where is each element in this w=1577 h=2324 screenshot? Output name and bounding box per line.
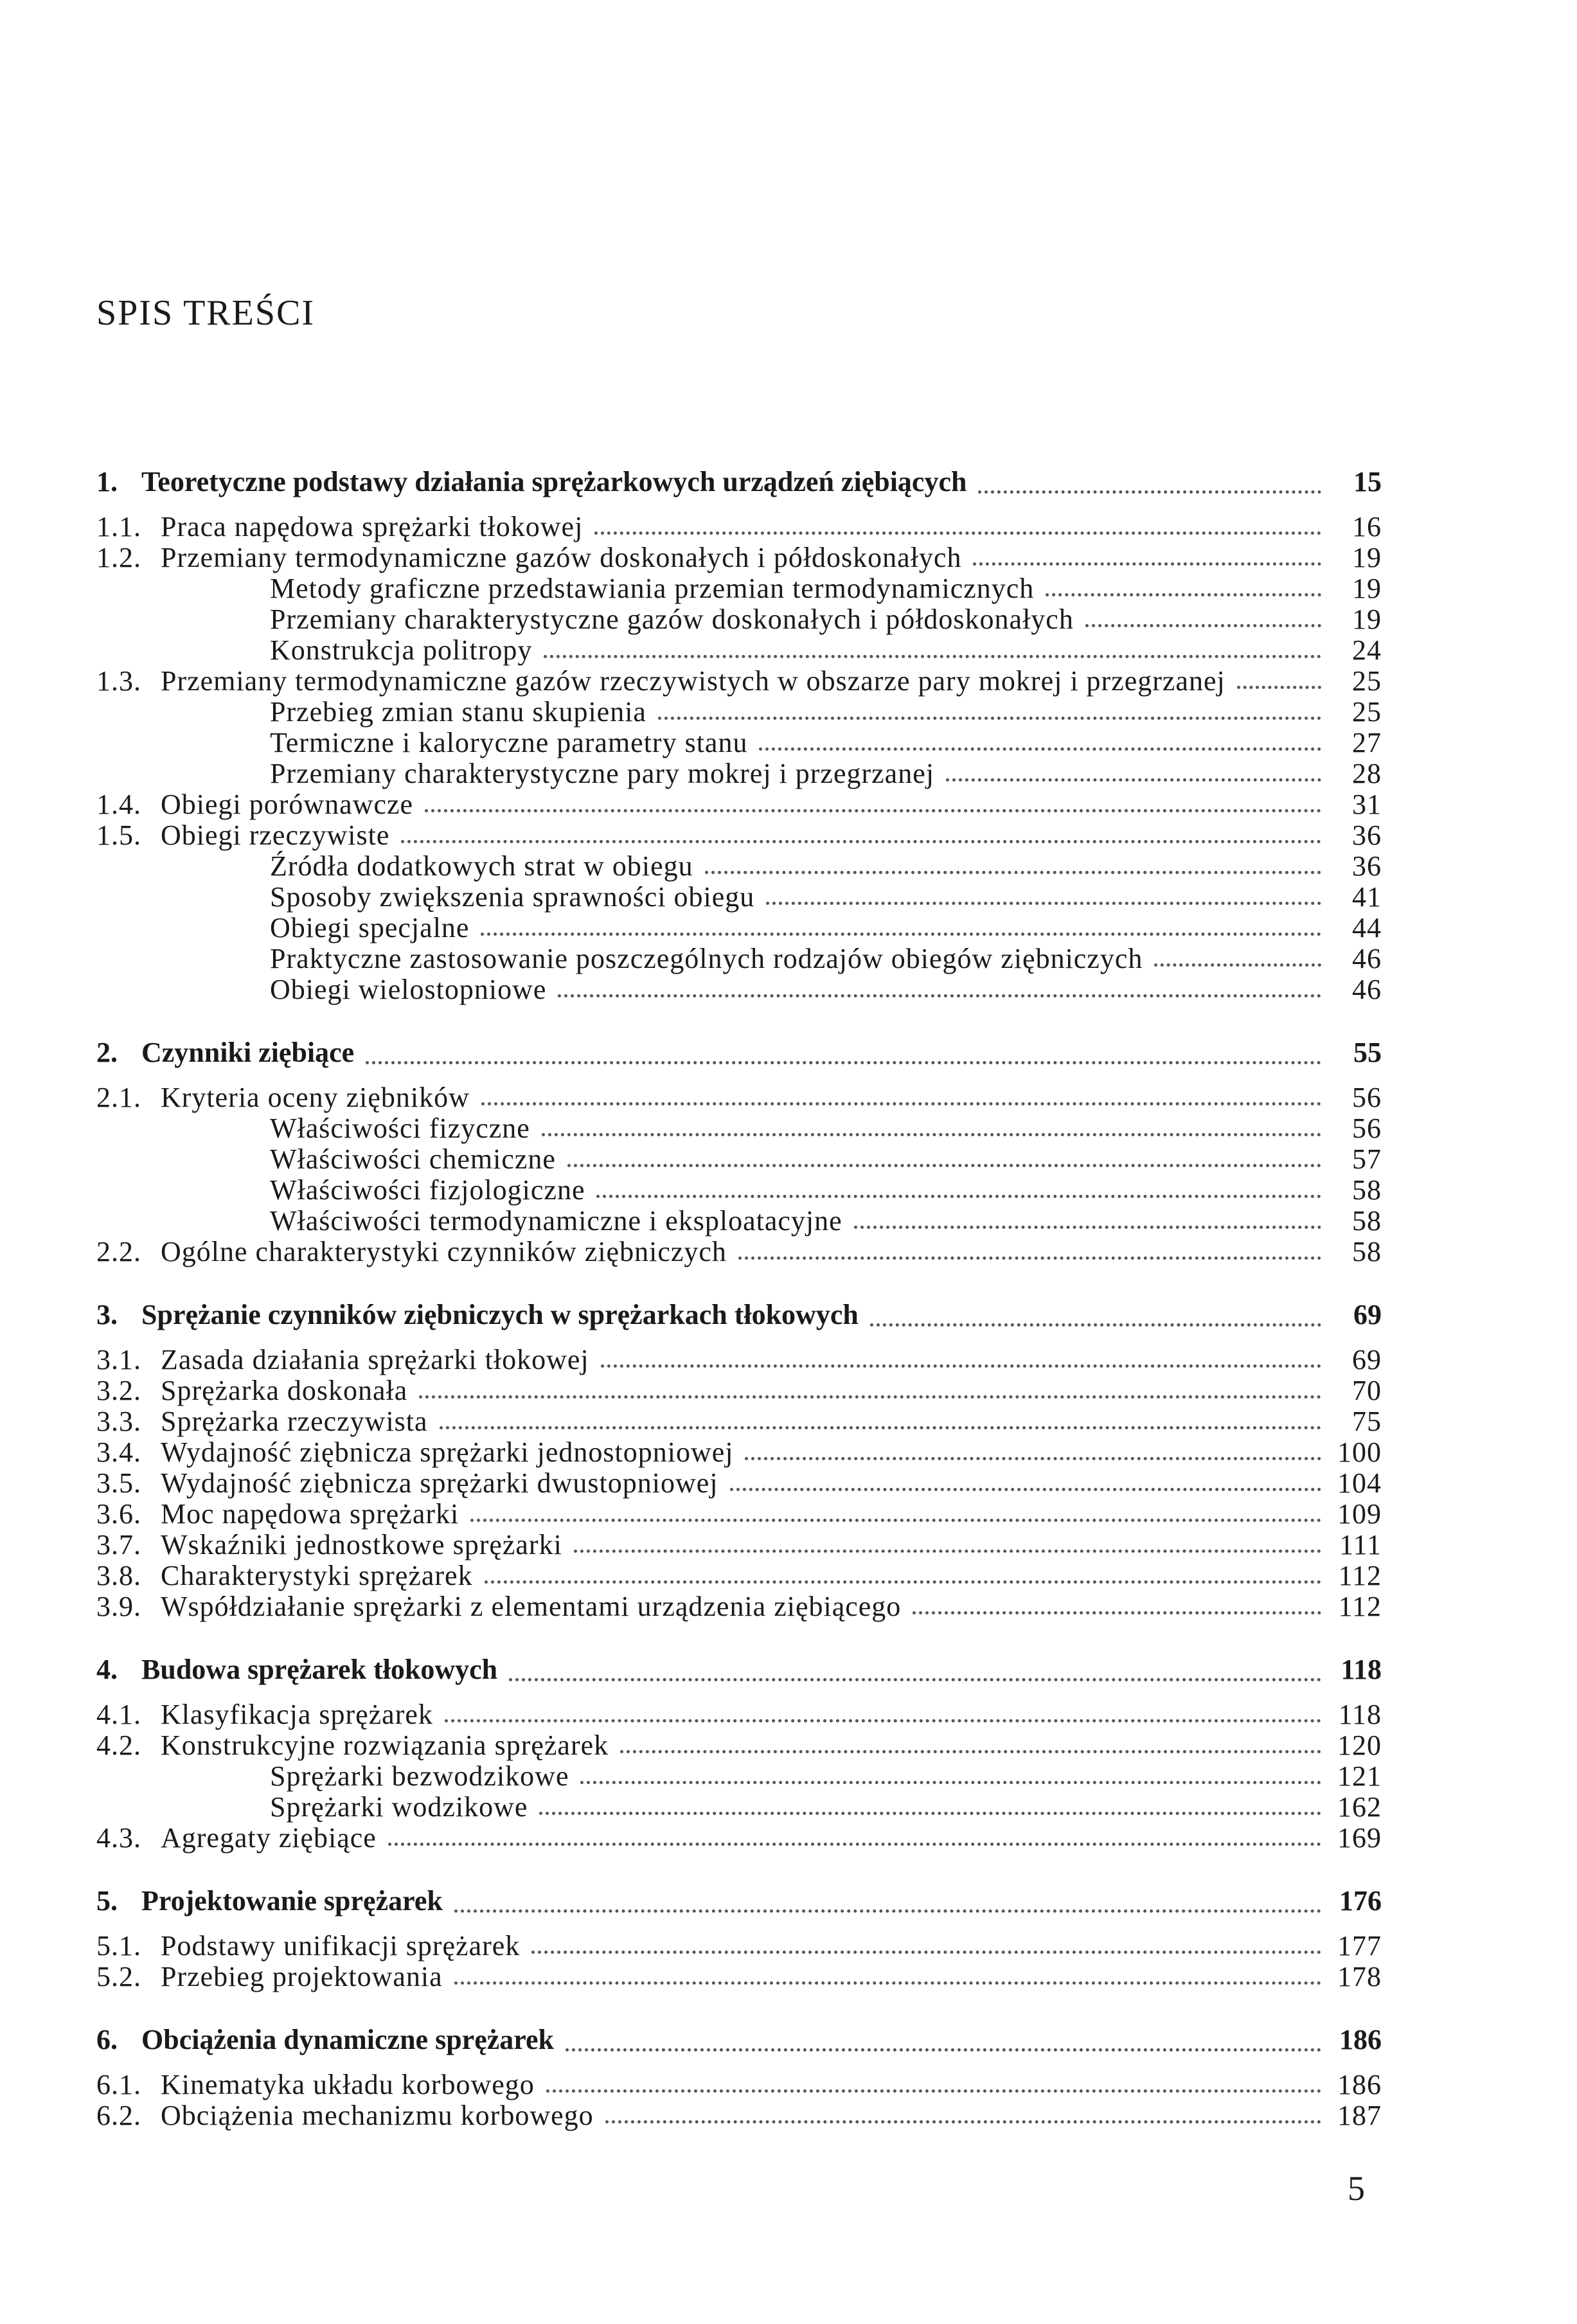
toc-entry [96, 1113, 1382, 1144]
toc-entry [96, 1175, 1382, 1206]
toc-entry-number: 6. [96, 2024, 118, 2055]
dot-leader [558, 994, 1321, 997]
dot-leader [566, 2048, 1321, 2051]
toc-entry-number: 1.4. [96, 789, 141, 820]
toc-entry-title: Sprężarka doskonała [161, 1375, 408, 1406]
dot-leader [445, 1719, 1321, 1722]
toc-entry-page: 118 [1341, 1654, 1382, 1685]
dot-leader [509, 1678, 1321, 1681]
dot-leader [481, 1102, 1321, 1105]
toc-entry-page: 58 [1352, 1236, 1382, 1267]
toc-entry-title: Kinematyka układu korbowego [161, 2069, 535, 2100]
toc-entry-number: 2. [96, 1037, 118, 1068]
toc-entry [96, 882, 1382, 913]
toc-entry [96, 1761, 1382, 1792]
toc-entry-page: 41 [1352, 881, 1382, 913]
dot-leader [1046, 593, 1321, 596]
toc-entry [96, 943, 1382, 974]
toc-entry-title: Sprężarki wodzikowe [270, 1791, 528, 1823]
toc-entry-title: Sprężarka rzeczywista [161, 1406, 428, 1437]
dot-leader [580, 1781, 1321, 1784]
toc-entry [96, 573, 1382, 604]
dot-leader [440, 1426, 1321, 1429]
toc-entry-number: 1.3. [96, 665, 141, 697]
toc-entry [96, 1882, 1382, 1920]
toc-entry-title: Wydajność ziębnicza sprężarki jednostopniowej [161, 1436, 734, 1468]
toc-entry-page: 186 [1337, 2069, 1382, 2100]
toc-entry-title: Konstrukcja politropy [270, 634, 533, 666]
toc-entry-page: 25 [1352, 696, 1382, 728]
toc-entry-page: 109 [1337, 1498, 1382, 1530]
toc-entry-page: 31 [1352, 789, 1382, 820]
toc-entry-title: Praktyczne zastosowanie poszczególnych rodzajów obiegów ziębniczych [270, 943, 1143, 974]
toc-entry [96, 1931, 1382, 1962]
toc-entry [96, 1033, 1382, 1072]
toc-entry [96, 1591, 1382, 1622]
toc-entry-page: 19 [1352, 603, 1382, 635]
toc-entry-number: 1.5. [96, 819, 141, 851]
toc-entry-page: 28 [1352, 758, 1382, 789]
toc-entry [96, 666, 1382, 697]
toc-entry-title: Metody graficzne przedstawiania przemian termodynamicznych [270, 573, 1035, 604]
toc-entry-page: 27 [1352, 727, 1382, 758]
toc-entry-page: 118 [1338, 1699, 1382, 1730]
dot-leader [658, 717, 1321, 720]
toc-entry-title: Moc napędowa sprężarki [161, 1498, 459, 1530]
toc-entry-title: Właściwości fizjologiczne [270, 1174, 585, 1206]
toc-entry [96, 542, 1382, 573]
toc-entry-title: Obiegi specjalne [270, 912, 470, 943]
dot-leader [745, 1457, 1321, 1460]
dot-leader [1085, 624, 1321, 627]
toc-entry [96, 820, 1382, 851]
toc-entry [96, 1375, 1382, 1406]
toc-entry-title: Przebieg projektowania [161, 1961, 443, 1992]
toc-entry-title: Źródła dodatkowych strat w obiegu [270, 850, 693, 882]
toc-entry [96, 851, 1382, 882]
toc-entry-page: 24 [1352, 634, 1382, 666]
toc-entry-number: 3.4. [96, 1436, 141, 1468]
dot-leader [388, 1843, 1321, 1846]
toc-entry-page: 70 [1352, 1375, 1382, 1406]
page-number: 5 [1348, 2169, 1365, 2208]
toc-entry-page: 69 [1353, 1299, 1382, 1330]
toc-entry [96, 1144, 1382, 1175]
toc-entry [96, 789, 1382, 820]
toc-entry [96, 1792, 1382, 1823]
toc-entry-page: 36 [1352, 850, 1382, 882]
dot-leader [594, 532, 1321, 535]
dot-leader [973, 562, 1321, 566]
toc-entry-title: Obiegi rzeczywiste [161, 819, 390, 851]
toc-entry [96, 635, 1382, 666]
dot-leader [759, 747, 1321, 751]
toc-entry [96, 2069, 1382, 2100]
toc-entry [96, 463, 1382, 501]
toc-entry-page: 186 [1339, 2024, 1382, 2055]
toc-entry-page: 46 [1352, 974, 1382, 1005]
dot-leader [454, 1909, 1321, 1913]
toc-entry-title: Zasada działania sprężarki tłokowej [161, 1344, 589, 1375]
toc-entry-title: Właściwości termodynamiczne i eksploatacyjne [270, 1205, 842, 1237]
dot-leader [546, 2089, 1321, 2093]
toc-entry-number: 3.9. [96, 1591, 141, 1622]
dot-leader [366, 1061, 1321, 1064]
toc-entry-title: Obiegi porównawcze [161, 789, 414, 820]
toc-entry-page: 187 [1337, 2100, 1382, 2131]
toc-entry-title: Przebieg zmian stanu skupienia [270, 696, 646, 728]
dot-leader [531, 1951, 1321, 1954]
dot-leader [978, 490, 1321, 494]
toc-entry-title: Ogólne charakterystyki czynników ziębniczych [161, 1236, 727, 1267]
toc-entry [96, 1206, 1382, 1237]
toc-entry [96, 1406, 1382, 1437]
dot-leader [485, 1580, 1321, 1584]
toc-entry-number: 1.2. [96, 542, 141, 573]
dot-leader [620, 1750, 1321, 1753]
toc-entry-title: Przemiany termodynamiczne gazów rzeczywistych w obszarze pary mokrej i przegrzanej [161, 665, 1225, 697]
toc-entry-number: 4.1. [96, 1699, 141, 1730]
dot-leader [401, 840, 1321, 843]
toc-entry-number: 3.5. [96, 1467, 141, 1499]
dot-leader [854, 1226, 1321, 1229]
toc-entry-page: 178 [1337, 1961, 1382, 1992]
toc-entry-page: 25 [1352, 665, 1382, 697]
toc-entry-page: 104 [1337, 1467, 1382, 1499]
toc-entry-title: Wydajność ziębnicza sprężarki dwustopniowej [161, 1467, 718, 1499]
toc-entry [96, 1296, 1382, 1334]
toc-entry-page: 112 [1338, 1560, 1382, 1591]
toc-entry-page: 120 [1337, 1730, 1382, 1761]
toc-entry [96, 1468, 1382, 1499]
toc-entry-number: 3.8. [96, 1560, 141, 1591]
toc-entry [96, 974, 1382, 1005]
dot-leader [567, 1164, 1321, 1167]
page-title: SPIS TREŚCI [96, 293, 315, 333]
toc-entry-page: 111 [1339, 1529, 1382, 1560]
toc-entry-number: 1. [96, 466, 118, 497]
toc-entry-page: 56 [1352, 1082, 1382, 1113]
dot-leader [470, 1519, 1321, 1522]
dot-leader [1154, 963, 1321, 967]
toc-entry-title: Sprężanie czynników ziębniczych w sprężarkach tłokowych [141, 1299, 859, 1330]
dot-leader [539, 1812, 1321, 1815]
toc-entry [96, 604, 1382, 635]
toc-entry-title: Czynniki ziębiące [141, 1037, 355, 1068]
dot-leader [913, 1611, 1321, 1614]
toc-entry-title: Sprężarki bezwodzikowe [270, 1760, 569, 1792]
toc-entry [96, 1823, 1382, 1854]
toc-entry-number: 6.2. [96, 2100, 141, 2131]
toc-entry-page: 58 [1352, 1174, 1382, 1206]
toc-entry-page: 100 [1337, 1436, 1382, 1468]
toc-entry-page: 58 [1352, 1205, 1382, 1237]
toc-entry-page: 75 [1352, 1406, 1382, 1437]
toc-entry-number: 3.1. [96, 1344, 141, 1375]
dot-leader [605, 2120, 1321, 2123]
toc-entry-page: 169 [1337, 1822, 1382, 1854]
toc-entry-title: Projektowanie sprężarek [141, 1885, 443, 1917]
toc-entry [96, 2021, 1382, 2059]
toc-entry-number: 5.1. [96, 1930, 141, 1962]
toc-entry-title: Obiegi wielostopniowe [270, 974, 547, 1005]
toc-entry-number: 5.2. [96, 1961, 141, 1992]
toc-entry [96, 913, 1382, 943]
toc-entry-title: Właściwości fizyczne [270, 1113, 530, 1144]
toc-entry-number: 3.7. [96, 1529, 141, 1560]
toc-entry-number: 6.1. [96, 2069, 141, 2100]
dot-leader [454, 1981, 1321, 1985]
toc-entry-title: Podstawy unifikacji sprężarek [161, 1930, 521, 1962]
dot-leader [946, 778, 1321, 782]
toc-entry-title: Przemiany charakterystyczne pary mokrej i przegrzanej [270, 758, 934, 789]
toc-entry-number: 4.3. [96, 1822, 141, 1854]
toc-entry-title: Obciążenia dynamiczne sprężarek [141, 2024, 554, 2055]
toc-entry [96, 758, 1382, 789]
toc-entry [96, 2100, 1382, 2131]
toc-entry [96, 1962, 1382, 1992]
toc-entry-title: Termiczne i kaloryczne parametry stanu [270, 727, 748, 758]
toc-entry-number: 3. [96, 1299, 118, 1330]
toc-entry [96, 1345, 1382, 1375]
dot-leader [544, 655, 1321, 658]
toc-entry-title: Przemiany termodynamiczne gazów doskonałych i półdoskonałych [161, 542, 962, 573]
toc-entry-page: 57 [1352, 1143, 1382, 1175]
dot-leader [419, 1395, 1321, 1399]
dot-leader [425, 809, 1321, 812]
toc-entry-page: 176 [1339, 1885, 1382, 1917]
dot-leader [596, 1195, 1321, 1198]
toc-entry-number: 3.6. [96, 1498, 141, 1530]
toc-entry-page: 19 [1352, 542, 1382, 573]
toc-entry-number: 4. [96, 1654, 118, 1685]
toc-entry-page: 112 [1338, 1591, 1382, 1622]
toc-entry-title: Współdziałanie sprężarki z elementami urządzenia ziębiącego [161, 1591, 902, 1622]
toc-entry-title: Właściwości chemiczne [270, 1143, 556, 1175]
toc-entry-number: 3.3. [96, 1406, 141, 1437]
dot-leader [601, 1364, 1321, 1368]
toc-entry-number: 1.1. [96, 511, 141, 542]
toc-entry-number: 4.2. [96, 1730, 141, 1761]
dot-leader [542, 1133, 1321, 1136]
toc-entry-title: Sposoby zwiększenia sprawności obiegu [270, 881, 755, 913]
dot-leader [870, 1323, 1321, 1327]
toc-entry [96, 1560, 1382, 1591]
toc-entry-page: 44 [1352, 912, 1382, 943]
toc-entry-page: 177 [1337, 1930, 1382, 1962]
toc-entry-title: Kryteria oceny ziębników [161, 1082, 470, 1113]
toc-entry [96, 512, 1382, 542]
dot-leader [574, 1550, 1321, 1553]
toc-entry-title: Przemiany charakterystyczne gazów doskonałych i półdoskonałych [270, 603, 1074, 635]
toc-entry-title: Obciążenia mechanizmu korbowego [161, 2100, 594, 2131]
toc-entry-number: 5. [96, 1885, 118, 1917]
table-of-contents [96, 463, 1382, 2131]
toc-entry-number: 2.2. [96, 1236, 141, 1267]
toc-entry [96, 1499, 1382, 1530]
toc-entry [96, 1699, 1382, 1730]
toc-entry-number: 2.1. [96, 1082, 141, 1113]
toc-entry-page: 55 [1353, 1037, 1382, 1068]
toc-entry-page: 16 [1352, 511, 1382, 542]
toc-entry-number: 3.2. [96, 1375, 141, 1406]
toc-entry [96, 1082, 1382, 1113]
toc-entry [96, 728, 1382, 758]
toc-entry-title: Budowa sprężarek tłokowych [141, 1654, 498, 1685]
toc-entry-title: Agregaty ziębiące [161, 1822, 377, 1854]
dot-leader [738, 1256, 1321, 1260]
toc-entry-page: 121 [1337, 1760, 1382, 1792]
toc-entry-title: Charakterystyki sprężarek [161, 1560, 473, 1591]
toc-entry-title: Konstrukcyjne rozwiązania sprężarek [161, 1730, 609, 1761]
dot-leader [730, 1488, 1321, 1491]
toc-entry-page: 36 [1352, 819, 1382, 851]
dot-leader [705, 871, 1321, 874]
toc-entry [96, 1650, 1382, 1689]
toc-entry-page: 162 [1337, 1791, 1382, 1823]
toc-entry [96, 697, 1382, 728]
toc-entry-title: Teoretyczne podstawy działania sprężarkowych urządzeń ziębiących [141, 466, 967, 497]
toc-entry [96, 1730, 1382, 1761]
toc-entry-page: 46 [1352, 943, 1382, 974]
toc-entry [96, 1437, 1382, 1468]
dot-leader [481, 933, 1321, 936]
dot-leader [1237, 686, 1321, 689]
toc-entry [96, 1237, 1382, 1267]
toc-entry-title: Praca napędowa sprężarki tłokowej [161, 511, 584, 542]
toc-entry-title: Klasyfikacja sprężarek [161, 1699, 433, 1730]
toc-entry-page: 69 [1352, 1344, 1382, 1375]
toc-entry-title: Wskaźniki jednostkowe sprężarki [161, 1529, 562, 1560]
toc-entry [96, 1530, 1382, 1560]
toc-entry-page: 19 [1352, 573, 1382, 604]
toc-entry-page: 15 [1353, 466, 1382, 497]
dot-leader [766, 902, 1321, 905]
toc-entry-page: 56 [1352, 1113, 1382, 1144]
